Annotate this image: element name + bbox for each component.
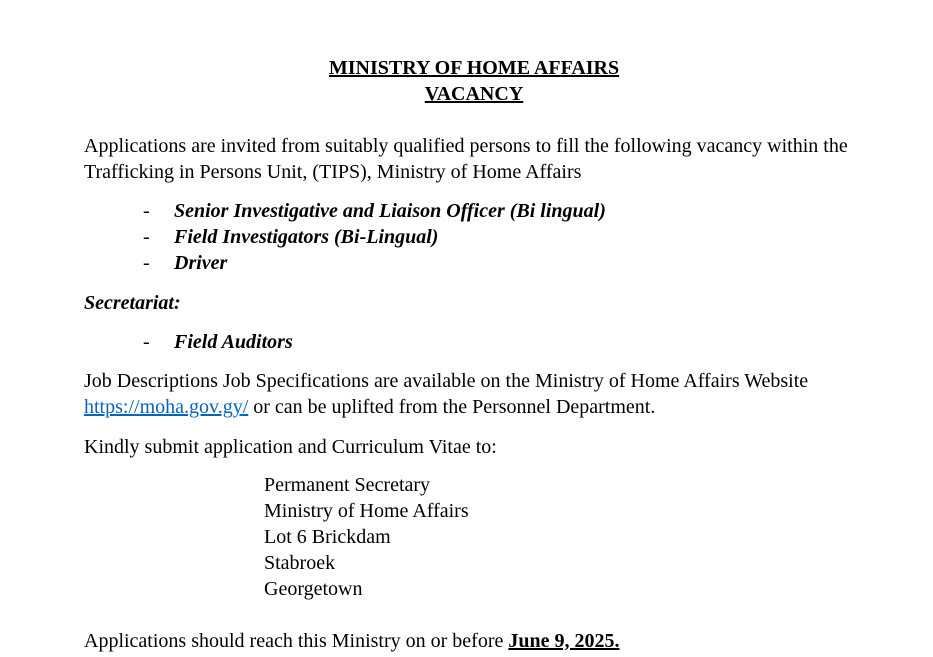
intro-paragraph: Applications are invited from suitably qualified persons to fill the following vacancy within the Trafficking in Persons Unit, (TIPS), Ministry of Home Affairs xyxy=(84,135,848,183)
dash-bullet: - xyxy=(143,331,150,353)
address-line: Ministry of Home Affairs xyxy=(264,500,469,522)
list-item xyxy=(143,329,293,355)
secretariat-heading: Secretariat: xyxy=(84,292,181,314)
deadline-paragraph xyxy=(84,628,874,654)
ministry-heading: MINISTRY OF HOME AFFAIRS xyxy=(328,57,620,79)
job-descriptions-text-after: or can be uplifted from the Personnel Department. xyxy=(248,396,656,418)
list-item xyxy=(143,250,606,276)
job-descriptions-paragraph xyxy=(84,368,874,420)
vacancy-heading: VACANCY xyxy=(424,83,524,105)
list-item xyxy=(143,198,606,224)
deadline-date: June 9, 2025. xyxy=(508,630,620,652)
position-title: Driver xyxy=(174,252,228,274)
list-item xyxy=(143,224,606,250)
address-line: Lot 6 Brickdam xyxy=(264,526,391,548)
positions-list xyxy=(143,198,606,276)
secretariat-positions-list xyxy=(143,329,293,355)
position-title: Senior Investigative and Liaison Officer (Bi lingual) xyxy=(174,200,606,222)
dash-bullet: - xyxy=(143,200,150,222)
position-title: Field Investigators (Bi-Lingual) xyxy=(174,226,439,248)
dash-bullet: - xyxy=(143,226,150,248)
address-line: Permanent Secretary xyxy=(264,474,431,496)
mailing-address xyxy=(264,472,469,602)
website-link[interactable]: https://moha.gov.gy/ xyxy=(84,396,249,418)
submit-instructions: Kindly submit application and Curriculum Vitae to: xyxy=(84,436,497,458)
address-line: Georgetown xyxy=(264,578,363,600)
position-title: Field Auditors xyxy=(174,331,293,353)
deadline-text: Applications should reach this Ministry on or before xyxy=(84,630,509,652)
address-line: Stabroek xyxy=(264,552,336,574)
job-descriptions-text: Job Descriptions Job Specifications are available on the Ministry of Home Affairs Website xyxy=(84,370,809,392)
dash-bullet: - xyxy=(143,252,150,274)
